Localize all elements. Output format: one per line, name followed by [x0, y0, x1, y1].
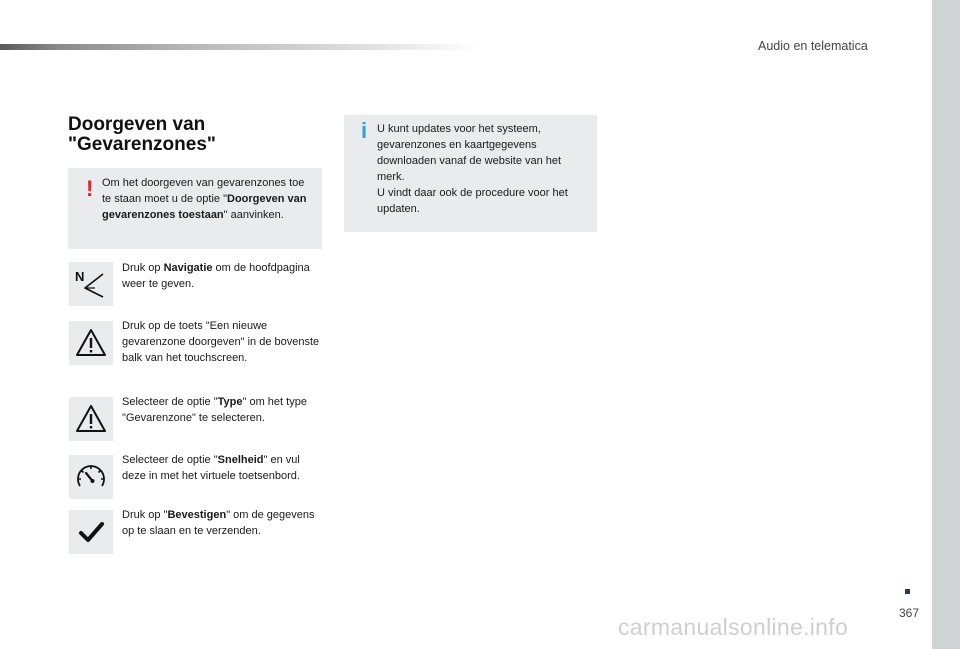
svg-text:N: N	[75, 269, 85, 284]
warning-triangle-icon	[69, 397, 113, 441]
page-number: 367	[899, 606, 920, 620]
warning-triangle-icon	[69, 321, 113, 365]
speedometer-icon	[69, 455, 113, 499]
checkmark-icon	[69, 510, 113, 554]
header-gradient-bar	[0, 44, 480, 50]
step-text: Selecteer de optie "Type" om het type "Gevarenzone" te selecteren.	[122, 396, 307, 424]
step-text: Druk op Navigatie om de hoofdpagina weer te geven.	[122, 262, 310, 290]
step-text: Druk op "Bevestigen" om de gegevens op te slaan en te verzenden.	[122, 509, 315, 537]
exclamation-icon: !	[86, 176, 94, 201]
page-marker	[905, 589, 910, 594]
step-text: Selecteer de optie "Snelheid" en vul deze in met het virtuele toetsenbord.	[122, 454, 300, 482]
watermark: carmanualsonline.info	[618, 614, 849, 640]
page-title: Doorgeven van "Gevarenzones"	[68, 114, 216, 155]
warning-text: Om het doorgeven van gevarenzones toe te staan moet u de optie "Doorgeven van gevarenzones toestaan" aanvinken.	[102, 177, 307, 221]
section-title: Audio en telematica	[758, 39, 868, 53]
info-text: U kunt updates voor het systeem, gevarenzones en kaartgegevens downloaden vanaf de website van het merk. U vindt daar ook de procedure voor het updaten.	[377, 123, 568, 215]
info-icon: i	[360, 118, 368, 143]
navigation-icon	[69, 262, 113, 306]
step-text: Druk op de toets "Een nieuwe gevarenzone doorgeven" in de bovenste balk van het touchscreen.	[122, 320, 320, 364]
page-edge-strip	[932, 0, 960, 649]
